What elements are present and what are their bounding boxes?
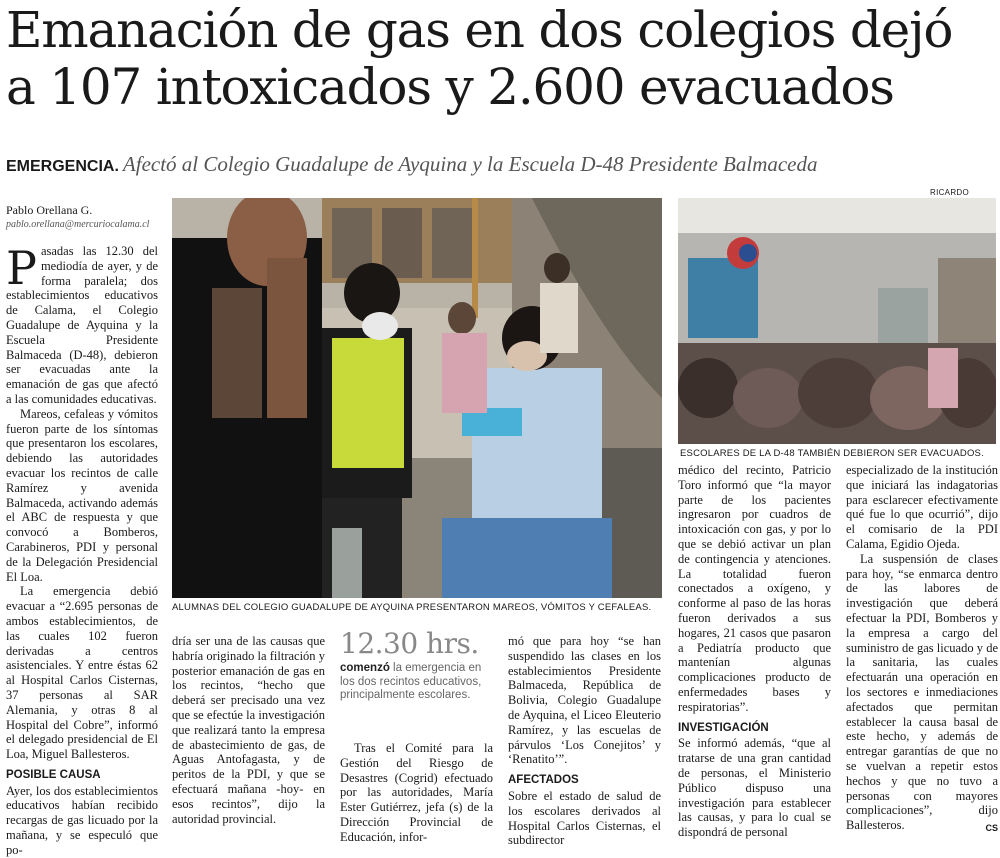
photo-credit: RICARDO [930, 188, 969, 197]
drop-cap: P [6, 241, 37, 295]
subhead-posible-causa: POSIBLE CAUSA [6, 768, 101, 781]
headline-line-1: Emanación de gas en dos colegios dejó [6, 1, 953, 59]
headline-line-2: a 107 intoxicados y 2.600 evacuados [6, 58, 894, 116]
stat-number: 12.30 hrs. [340, 627, 479, 660]
stat-box [340, 627, 490, 703]
article-column-5 [678, 463, 831, 840]
article-paragraph: Sobre el estado de salud de los escolares derivados al Hospital Carlos Cisternas, el subdirector [508, 788, 661, 848]
kicker-deck: Afectó al Colegio Guadalupe de Ayquina y la Escuela D-48 Presidente Balmaceda [122, 152, 818, 176]
article-column-1 [6, 241, 158, 858]
article-paragraph: Se informó además, “que al tratarse de una gran cantidad de personas, el Ministerio Público dispuso una investigación para establecer las causas, y para lo cual se dispondrá de personal [678, 736, 831, 840]
article-paragraph: La suspensión de clases para hoy, “se enmarca dentro de las labores de investigación que deberá efectuar la PDI, Bomberos y la empresa a cargo del suministro de gas licuado y de la sanitaria, las cuales efectuarán una operación en los sectores e inmediaciones afectados que permitan establecer la causa basal de este hecho, y además de entregar garantías de que no se vuelvan a repetir estos hechos y que no tuvo a personas con mayores complicaciones”, dijo Ballesteros. [846, 551, 998, 833]
main-photo [172, 198, 662, 598]
article-column-4 [508, 634, 661, 848]
right-photo-caption: ESCOLARES DE LA D-48 TAMBIÉN DEBIERON SER EVACUADOS. [680, 448, 984, 459]
article-paragraph: mó que para hoy “se han suspendido las clases en los establecimientos Presidente Balmaceda, República de Bolivia, Colegio Guadalupe de Ayquina, el Liceo Eleuterio Ramírez, y las escuelas de párvulos ‘Los Conejitos’ y ‘Renatito’”. [508, 634, 661, 767]
headline [6, 2, 996, 116]
article-column-3 [340, 741, 493, 845]
right-photo [678, 198, 996, 444]
article-paragraph: dría ser una de las causas que habría originado la filtración y posterior emanación de gas en los recintos, “hecho que deberá ser precisado una vez que se efectúe la investigación que realizará tanto la empresa de abastecimiento de gas, de Aguas Antofagasta, y de peritos de la PDI, y que se efectuará mañana -hoy- en esos recintos”, dijo la autoridad provincial. [172, 634, 325, 826]
author-name: Pablo Orellana G. [6, 203, 93, 217]
article-paragraph: Pasadas las 12.30 del mediodía de ayer, y de forma paralela; dos establecimientos educativos de Calama, el Colegio Guadalupe de Ayquina y la Escuela Presidente Balmaceda (D-48), debieron ser evacuadas ante la emanación de gas que afectó a las comunidades educativas. [6, 241, 158, 406]
article-paragraph: La emergencia debió evacuar a “2.695 personas de ambos establecimientos, de las cuales 102 fueron derivadas a centros asistenciales. Y entre éstas 62 al Hospital Carlos Cisternas, 37 personas al SAR Alemania, y otras 8 al Hospital del Cobre”, informó el delegado presidencial de El Loa, Miguel Ballesteros. [6, 584, 158, 762]
end-mark: CS [985, 822, 998, 833]
article-paragraph: especializado de la institución que iniciará las indagatorias para esclarecer efectivamente qué fue lo que ocurrió”, dijo el comisario de la PDI Calama, Egidio Ojeda. [846, 463, 998, 551]
main-photo-caption: ALUMNAS DEL COLEGIO GUADALUPE DE AYQUINA PRESENTARON MAREOS, VÓMITOS Y CEFALEAS. [172, 602, 652, 613]
stat-lead: comenzó [340, 662, 390, 674]
kicker-label: EMERGENCIA. [6, 158, 119, 175]
article-paragraph: Ayer, los dos establecimientos educativos habían recibido recargas de gas licuado por la mañana, y se especuló que po- [6, 783, 158, 857]
article-paragraph: Tras el Comité para la Gestión del Riesgo de Desastres (Cogrid) efectuado por las autoridades, María Ester Gutiérrez, jefa (s) de la Dirección Provincial de Educación, infor- [340, 741, 493, 844]
author-email: pablo.orellana@mercuriocalama.cl [6, 219, 150, 230]
article-column-2 [172, 634, 325, 826]
right-photo-image [678, 198, 996, 444]
article-column-6 [846, 463, 998, 836]
article-paragraph: Mareos, cefaleas y vómitos fueron parte de los síntomas que presentaron los escolares, debiendo las autoridades evacuar los recintos de calle Ramírez y avenida Balmaceda, activando además el ABC de respuesta y que convocó a Bomberos, Carabineros, PDI y personal de la Delegación Presidencial El Loa. [6, 406, 158, 584]
subhead-investigacion: INVESTIGACIÓN [678, 721, 769, 734]
kicker [6, 152, 996, 177]
subhead-afectados: AFECTADOS [508, 774, 579, 787]
stat-text: comenzó la emergencia en los dos recintos educativos, principalmente escolares. [340, 662, 482, 701]
main-photo-image [172, 198, 662, 598]
article-paragraph: médico del recinto, Patricio Toro informó que “la mayor parte de los pacientes ingresaron por cuadros de intoxicación con gas, y por lo que se debió activar un plan de contingencia y atenciones. La totalidad fueron conectados a oxígeno, y conforme al paso de las horas fueron derivados a sus hogares, 21 casos que pasaron a Pediatría producto que mantenían algunas complicaciones producto de enfermedades bases y respiratorias”. [678, 463, 831, 714]
